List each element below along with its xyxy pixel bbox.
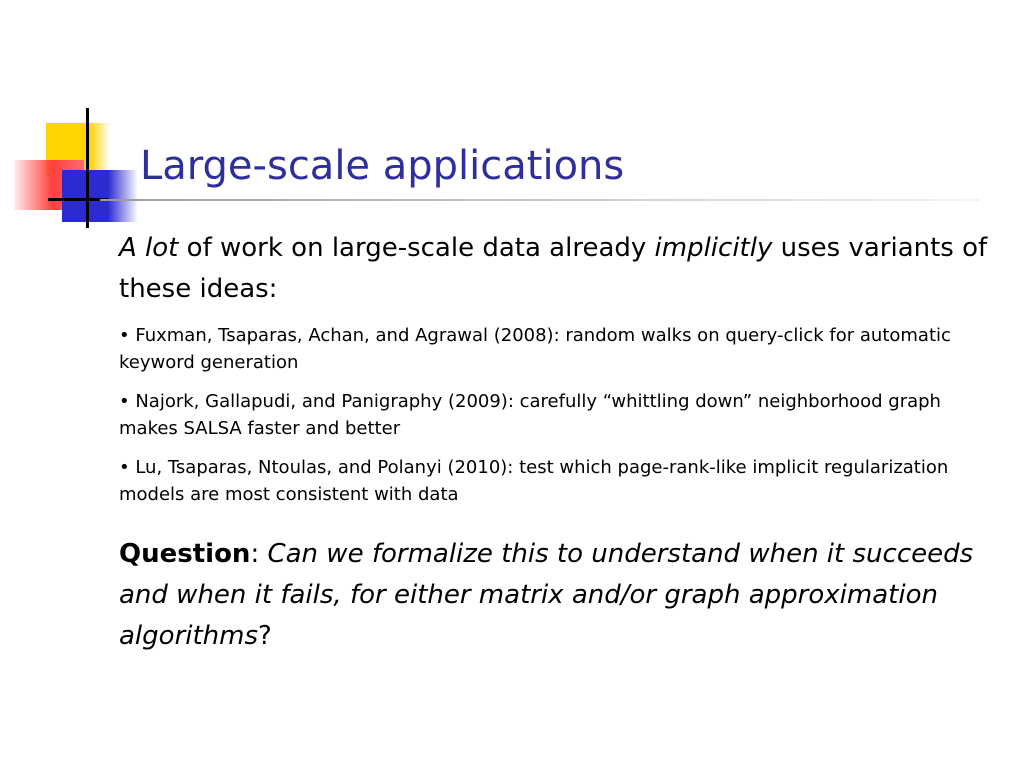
bullet-item: • Fuxman, Tsaparas, Achan, and Agrawal (2008): random walks on query-click for automatic keyword generation [119,325,951,373]
question-paragraph [119,534,999,657]
intro-paragraph [119,228,999,310]
bullet-item: • Lu, Tsaparas, Ntoulas, and Polanyi (2010): test which page-rank-like implicit regularization models are most consistent with data [119,457,949,505]
question-end: ? [258,621,272,651]
title-underline [100,199,980,201]
intro-middle: of work on large-scale data already [178,233,655,263]
question-colon: : [250,539,268,569]
intro-lead: A lot [119,233,179,263]
question-label: Question [119,539,251,569]
intro-tail: uses variants of these ideas: [119,233,988,304]
blue-square [62,170,108,222]
slide-title: Large-scale applications [140,143,625,189]
horizontal-line [48,198,108,201]
vertical-line [86,108,89,228]
question-text: Can we formalize this to understand when it succeeds and when it fails, [119,539,974,610]
slide-logo-decoration [0,0,140,240]
slide-body [119,228,999,657]
intro-emphasis: implicitly [654,233,773,263]
question-text-emphasis: for either matrix and/or graph approximation algorithms [119,580,938,651]
bullet-item: • Najork, Gallapudi, and Panigraphy (2009): carefully “whittling down” neighborhood graph makes SALSA faster and better [119,391,941,439]
